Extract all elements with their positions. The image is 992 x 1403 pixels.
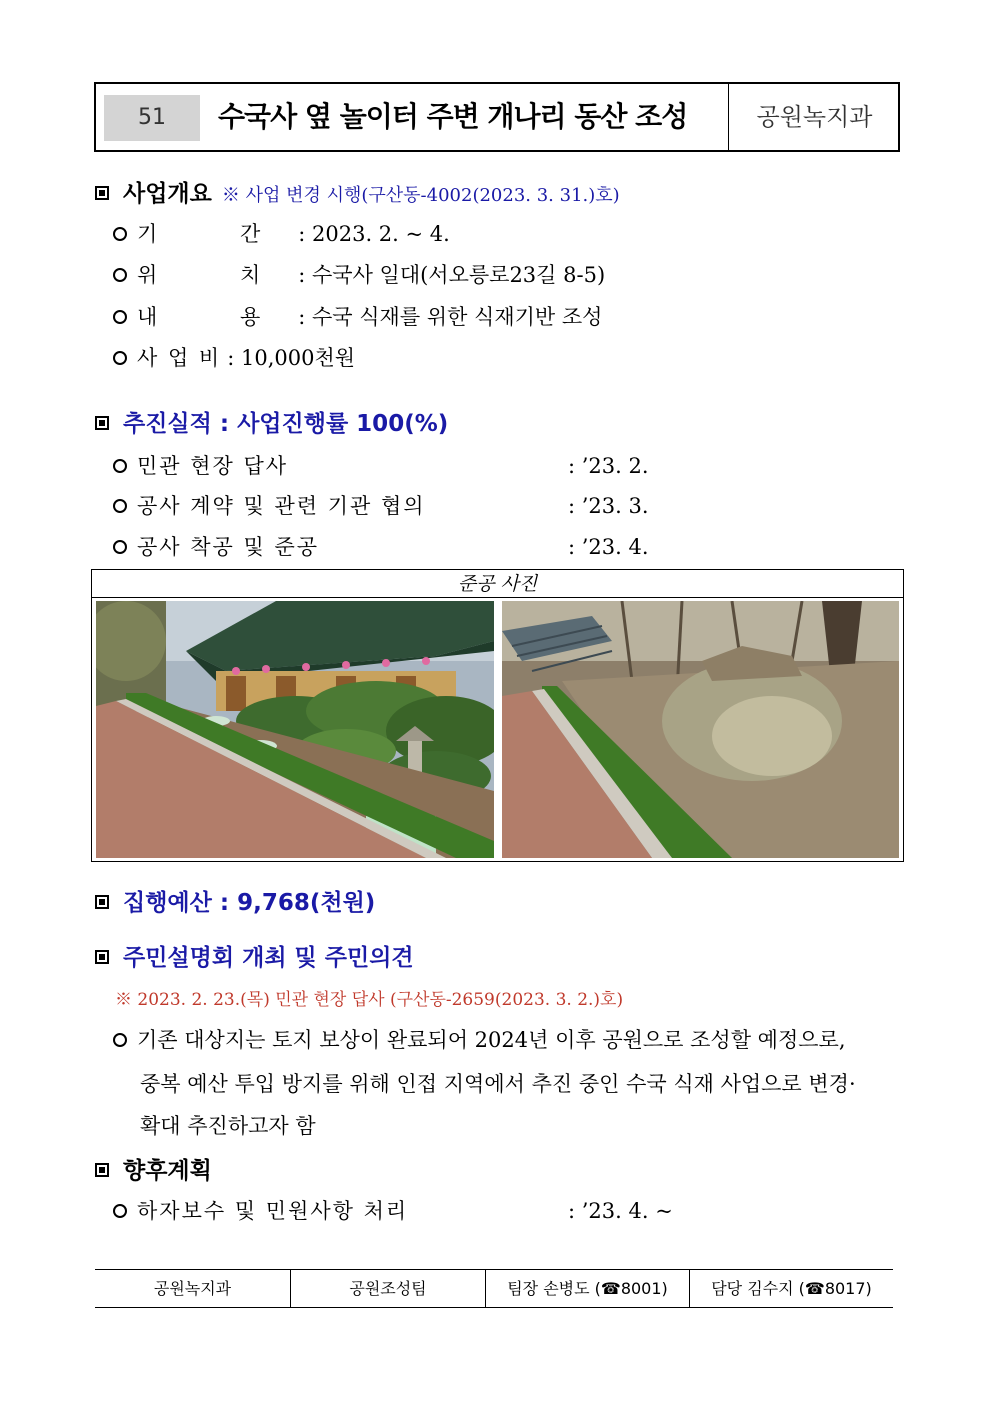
- progress-date: : ’23. 4.: [568, 535, 649, 559]
- footer-team: 공원조성팀: [349, 1279, 427, 1298]
- overview-item: [113, 342, 355, 374]
- circle-bullet-icon: [113, 351, 127, 365]
- circle-bullet-icon: [113, 268, 127, 282]
- title-box: [94, 82, 900, 152]
- meeting-line: 기존 대상지는 토지 보상이 완료되어 2024년 이후 공원으로 조성할 예정으로,: [137, 1028, 846, 1052]
- plan-label: 하자보수 및 민원사항 처리: [137, 1199, 409, 1223]
- section-progress: [95, 407, 448, 441]
- footer-table: [95, 1269, 893, 1308]
- circle-bullet-icon: [113, 1033, 127, 1047]
- photo-temple-garden: [96, 601, 494, 858]
- progress-item: [113, 450, 288, 482]
- section-meeting: [95, 941, 414, 975]
- circle-bullet-icon: [113, 227, 127, 241]
- progress-heading: 추진실적 : 사업진행률 100(%): [123, 411, 449, 437]
- square-bullet-icon: [95, 950, 109, 964]
- overview-note: ※ 사업 변경 시행(구산동-4002(2023. 3. 31.)호): [221, 185, 620, 206]
- circle-bullet-icon: [113, 310, 127, 324]
- progress-date: : ’23. 3.: [568, 494, 649, 518]
- overview-label: 내 용: [137, 305, 299, 329]
- footer-department: 공원녹지과: [153, 1279, 232, 1298]
- section-overview: [95, 177, 620, 211]
- footer-staff: 담당 김수지 (☎8017): [711, 1279, 872, 1298]
- overview-label: 기 간: [137, 222, 299, 246]
- circle-bullet-icon: [113, 459, 127, 473]
- meeting-line: 중복 예산 투입 방지를 위해 인접 지역에서 추진 중인 수국 식재 사업으로 변경·: [140, 1072, 856, 1096]
- page-title: 수국사 옆 놀이터 주변 개나리 동산 조성: [218, 100, 688, 133]
- department-label: 공원녹지과: [756, 103, 873, 131]
- square-bullet-icon: [95, 895, 109, 909]
- progress-label: 공사 착공 및 준공: [137, 535, 320, 559]
- plan-heading: 향후계획: [123, 1158, 212, 1184]
- photo-rock-area: [502, 601, 899, 858]
- section-plan: [95, 1154, 212, 1188]
- meeting-heading: 주민설명회 개최 및 주민의견: [123, 945, 414, 971]
- progress-label: 공사 계약 및 관련 기관 협의: [137, 494, 426, 518]
- progress-date: : ’23. 2.: [568, 454, 649, 478]
- circle-bullet-icon: [113, 499, 127, 513]
- section-budget: [95, 886, 375, 920]
- circle-bullet-icon: [113, 1204, 127, 1218]
- overview-value: : 2023. 2. ~ 4.: [298, 222, 450, 246]
- overview-value: : 수국 식재를 위한 식재기반 조성: [298, 305, 603, 329]
- meeting-note: ※ 2023. 2. 23.(목) 민관 현장 답사 (구산동-2659(2023. 3. 2.)호): [115, 990, 624, 1010]
- overview-value: : 수국사 일대(서오릉로23길 8-5): [298, 263, 606, 287]
- photo-caption: 준공 사진: [92, 570, 903, 598]
- square-bullet-icon: [95, 1163, 109, 1177]
- overview-item: [113, 301, 602, 333]
- progress-item: [113, 490, 426, 522]
- plan-item: [113, 1195, 408, 1227]
- overview-value: : 10,000천원: [227, 346, 356, 370]
- item-number: 51: [104, 95, 200, 141]
- overview-item: [113, 218, 450, 250]
- square-bullet-icon: [95, 416, 109, 430]
- overview-label: 사 업 비: [137, 346, 222, 370]
- square-bullet-icon: [95, 186, 109, 200]
- meeting-line: 확대 추진하고자 함: [140, 1114, 316, 1138]
- progress-label: 민관 현장 답사: [137, 454, 289, 478]
- rock-area-image: [502, 601, 899, 858]
- temple-garden-image: [96, 601, 494, 858]
- overview-item: [113, 259, 605, 291]
- photo-box: [91, 569, 904, 862]
- overview-label: 위 치: [137, 263, 299, 287]
- footer-leader: 팀장 손병도 (☎8001): [507, 1279, 668, 1298]
- meeting-paragraph-line: [113, 1024, 846, 1056]
- circle-bullet-icon: [113, 540, 127, 554]
- budget-heading: 집행예산 : 9,768(천원): [123, 890, 376, 916]
- overview-heading: 사업개요: [123, 181, 212, 207]
- plan-date: : ’23. 4. ~: [568, 1199, 673, 1223]
- progress-item: [113, 531, 319, 563]
